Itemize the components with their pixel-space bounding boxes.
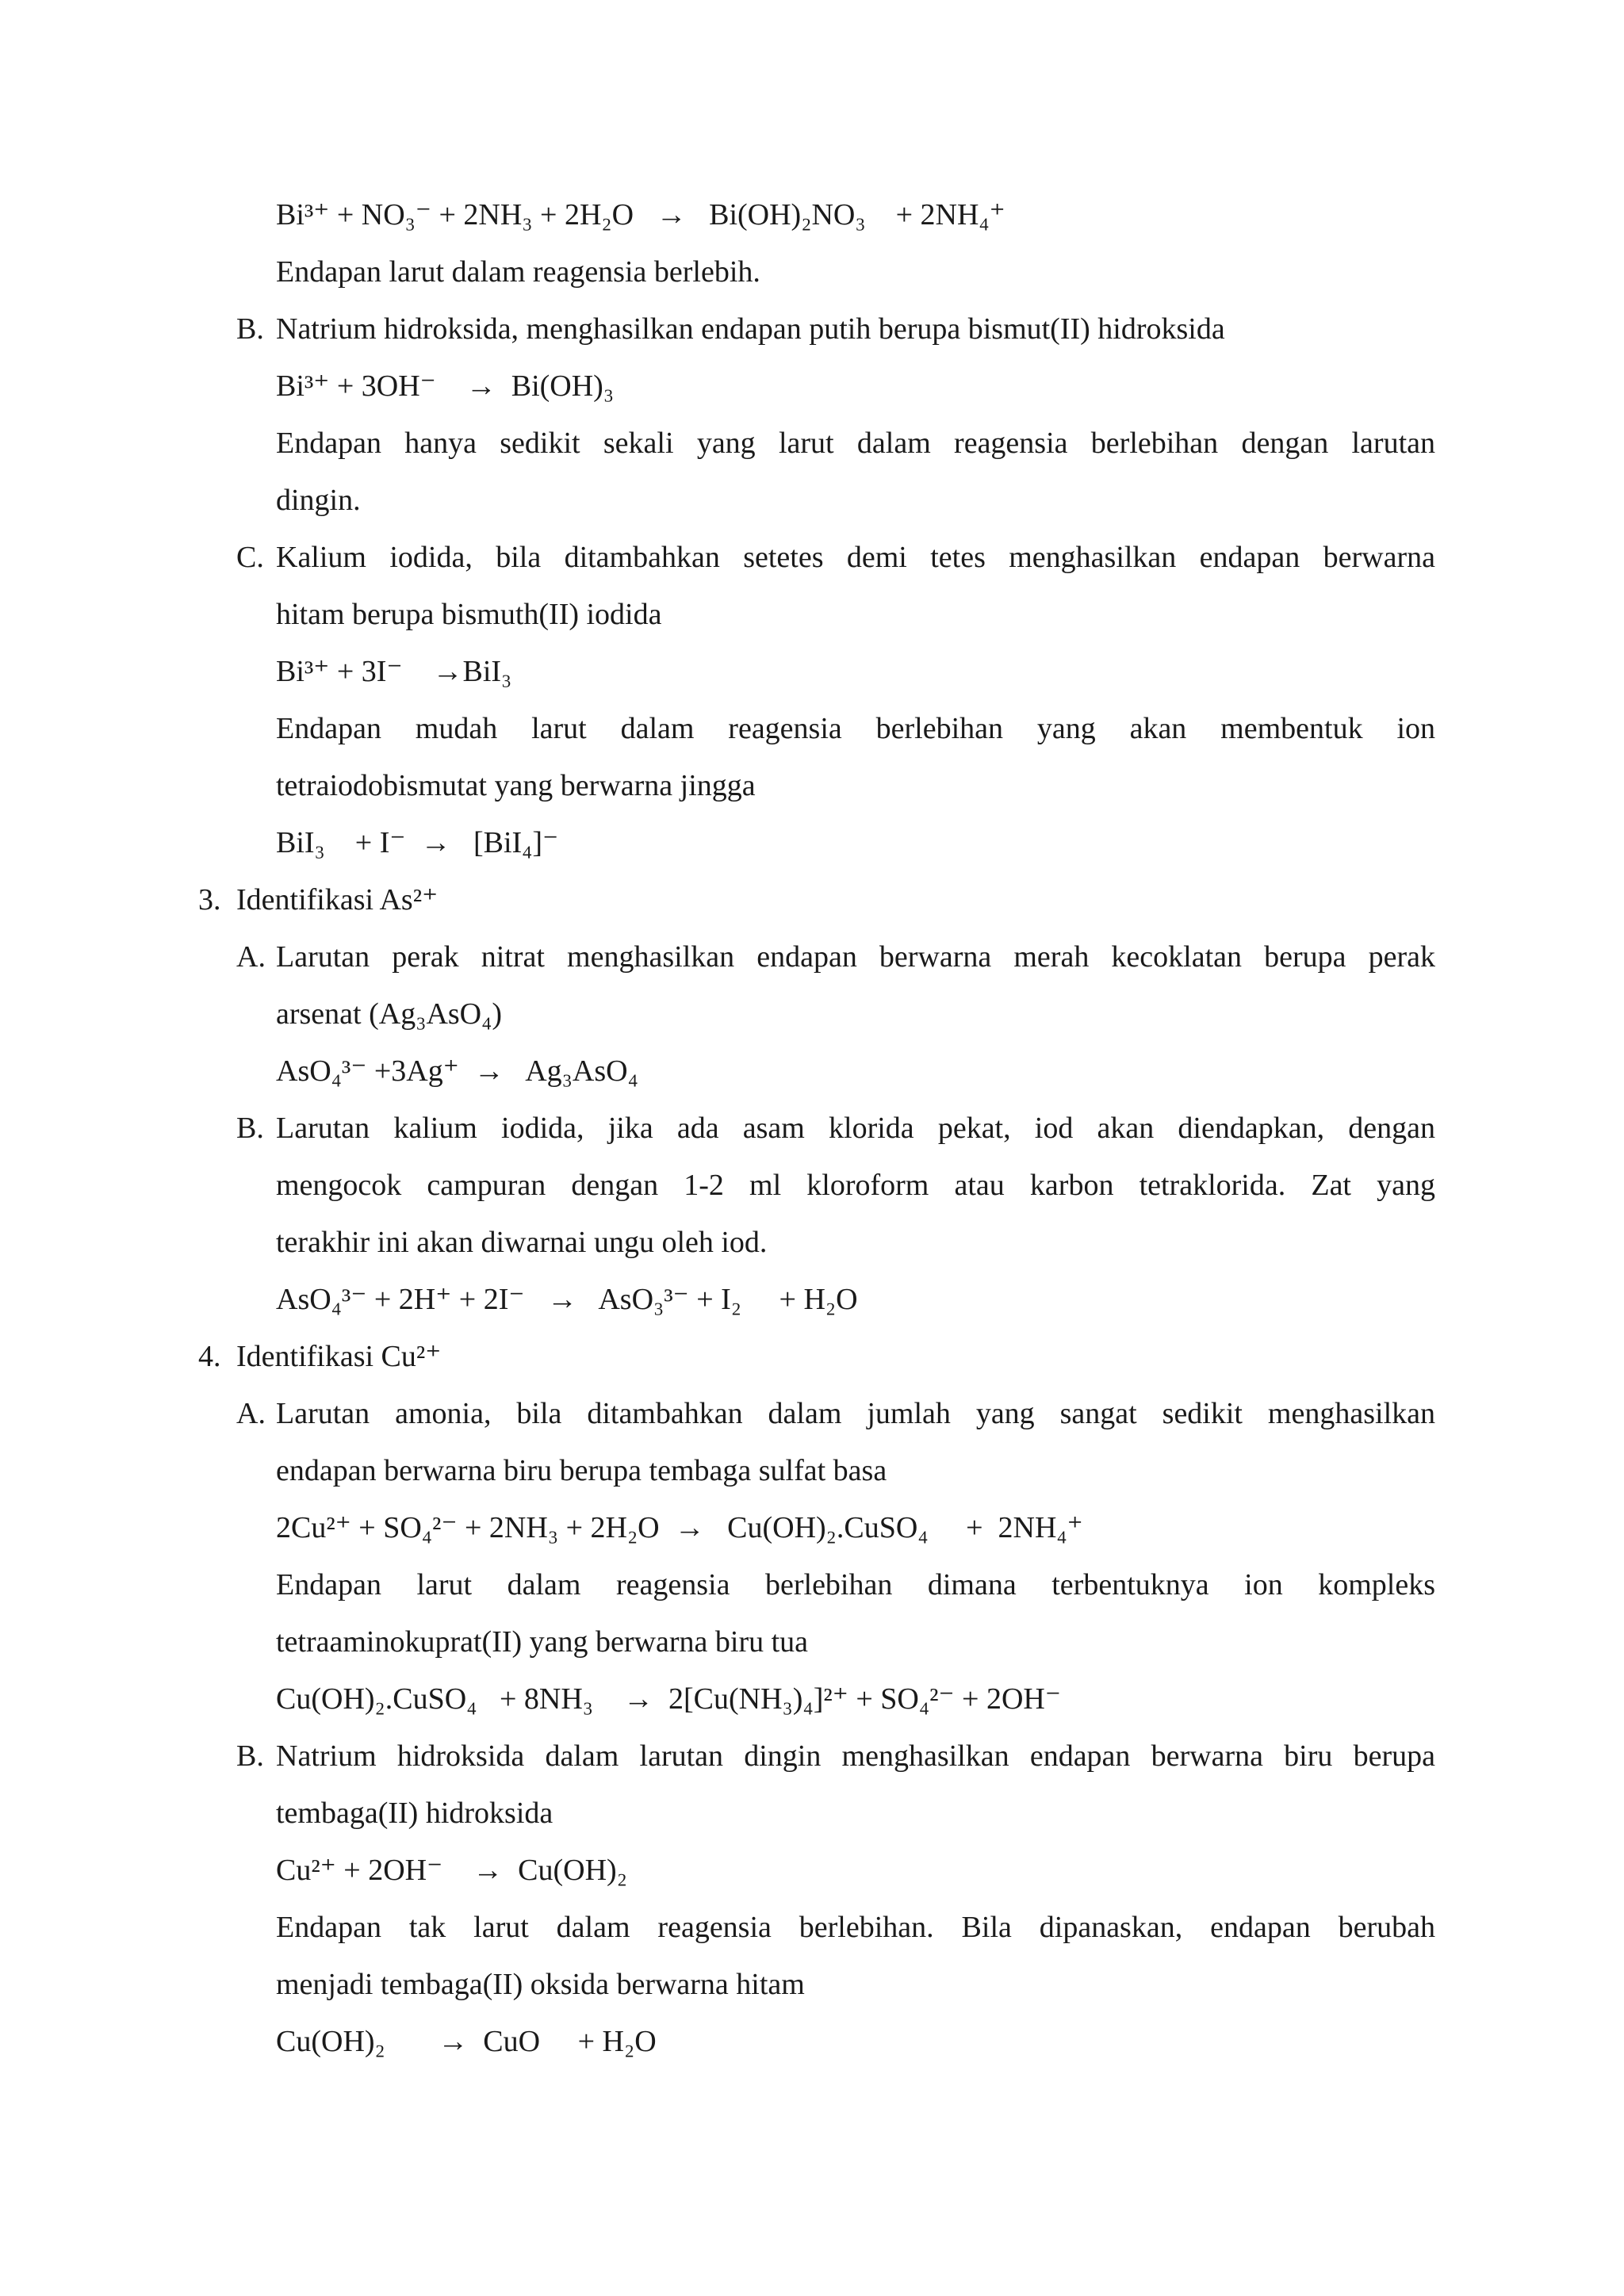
list-marker: A. bbox=[236, 940, 266, 974]
text-line: Endapan hanya sedikit sekali yang larut dalam reagensia berlebihan dengan larutan bbox=[276, 427, 1435, 460]
equation-basic-copper-sulfate: 2Cu²⁺ + SO₄²⁻ + 2NH₃ + 2H₂O → Cu(OH)₂.CuSO₄ + 2NH₄⁺ bbox=[276, 1511, 1083, 1544]
text-line: menjadi tembaga(II) oksida berwarna hitam bbox=[276, 1968, 805, 2001]
list-marker: B. bbox=[236, 1739, 264, 1773]
list-marker: C. bbox=[236, 541, 264, 574]
text-line: Endapan tak larut dalam reagensia berlebihan. Bila dipanaskan, endapan berubah bbox=[276, 1911, 1435, 1944]
text-line: Endapan larut dalam reagensia berlebih. bbox=[276, 255, 760, 289]
equation-copper-hydroxide: Cu²⁺ + 2OH⁻ → Cu(OH)₂ bbox=[276, 1854, 627, 1887]
text-line: tetraiodobismutat yang berwarna jingga bbox=[276, 769, 756, 802]
list-marker: B. bbox=[236, 312, 264, 346]
text-line: Natrium hidroksida, menghasilkan endapan putih berupa bismut(II) hidroksida bbox=[276, 312, 1225, 346]
section-number: 3. bbox=[198, 883, 221, 916]
text-line: Larutan kalium iodida, jika ada asam klorida pekat, iod akan diendapkan, dengan bbox=[276, 1112, 1435, 1145]
list-marker: B. bbox=[236, 1112, 264, 1145]
equation-bismuth-iodide: Bi³⁺ + 3I⁻ →BiI₃ bbox=[276, 655, 512, 688]
text-line: Kalium iodida, bila ditambahkan setetes demi tetes menghasilkan endapan berwarna bbox=[276, 541, 1435, 574]
section-heading: Identifikasi As²⁺ bbox=[236, 883, 439, 916]
section-number: 4. bbox=[198, 1340, 221, 1373]
text-line: Larutan perak nitrat menghasilkan endapan berwarna merah kecoklatan berupa perak bbox=[276, 940, 1435, 974]
text-line: Endapan larut dalam reagensia berlebihan dimana terbentuknya ion kompleks bbox=[276, 1568, 1435, 1601]
text-line: dingin. bbox=[276, 484, 361, 517]
list-marker: A. bbox=[236, 1397, 266, 1430]
equation-tetraaminocuprate: Cu(OH)₂.CuSO₄ + 8NH₃ → 2[Cu(NH₃)₄]²⁺ + SO₄²⁻ + 2OH⁻ bbox=[276, 1682, 1061, 1716]
equation-bismuth-ammonia: Bi³⁺ + NO₃⁻ + 2NH₃ + 2H₂O → Bi(OH)₂NO₃ + 2NH₄⁺ bbox=[276, 198, 1005, 232]
text-line: Endapan mudah larut dalam reagensia berlebihan yang akan membentuk ion bbox=[276, 712, 1435, 745]
text-line: arsenat (Ag₃AsO₄) bbox=[276, 997, 503, 1031]
text-line: Larutan amonia, bila ditambahkan dalam jumlah yang sangat sedikit menghasilkan bbox=[276, 1397, 1435, 1430]
text-line: hitam berupa bismuth(II) iodida bbox=[276, 598, 662, 631]
equation-bismuth-hydroxide: Bi³⁺ + 3OH⁻ → Bi(OH)₃ bbox=[276, 369, 615, 403]
text-line: tetraaminokuprat(II) yang berwarna biru tua bbox=[276, 1625, 809, 1659]
text-line: tembaga(II) hidroksida bbox=[276, 1797, 553, 1830]
equation-copper-oxide: Cu(OH)₂ → CuO + H₂O bbox=[276, 2025, 657, 2058]
text-line: Natrium hidroksida dalam larutan dingin menghasilkan endapan berwarna biru berupa bbox=[276, 1739, 1435, 1773]
text-line: endapan berwarna biru berupa tembaga sulfat basa bbox=[276, 1454, 887, 1487]
section-heading: Identifikasi Cu²⁺ bbox=[236, 1340, 442, 1373]
equation-silver-arsenate: AsO₄³⁻ +3Ag⁺ → Ag₃AsO₄ bbox=[276, 1054, 638, 1088]
equation-arsenate-iodide: AsO₄³⁻ + 2H⁺ + 2I⁻ → AsO₃³⁻ + I₂ + H₂O bbox=[276, 1283, 858, 1316]
text-line: mengocok campuran dengan 1-2 ml kloroform atau karbon tetraklorida. Zat yang bbox=[276, 1169, 1435, 1202]
text-line: terakhir ini akan diwarnai ungu oleh iod. bbox=[276, 1226, 768, 1259]
equation-tetraiodobismutat: BiI₃ + I⁻ → [BiI₄]⁻ bbox=[276, 826, 559, 859]
